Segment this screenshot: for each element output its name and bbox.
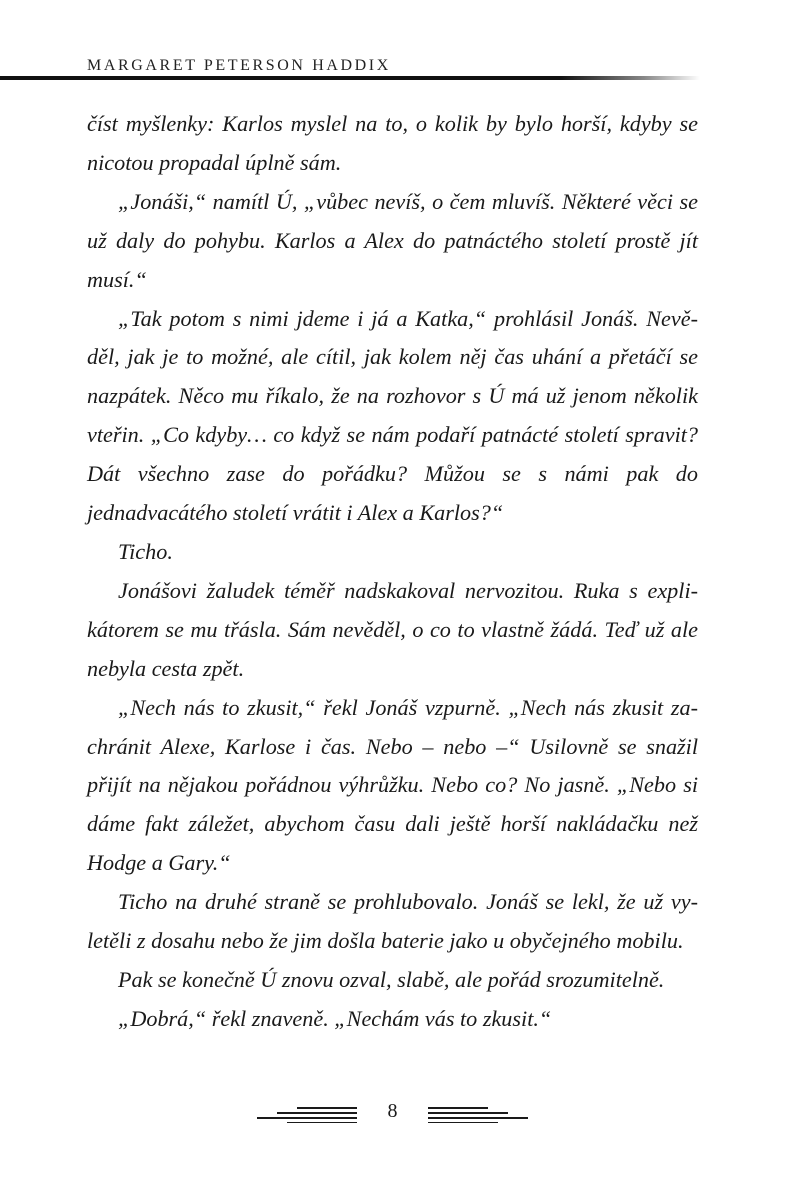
- page-footer: [0, 1095, 785, 1135]
- paragraph: Pak se konečně Ú znovu ozval, slabě, ale pořád srozumitelně.: [118, 966, 665, 992]
- paragraph: „Nech nás to zkusit,“ řekl Jonáš vzpurně. „Nech nás zkusit zachránit Alexe, Karlose i čas. Nebo – nebo –“ Usilovně se snažil přijít na nějakou pořádnou výhrůžku. Nebo co? No jasně. „Nebo si dáme fakt záležet, abychom času dali ještě horší nakládačku než Hodge a Gary.“: [87, 694, 698, 876]
- paragraph: Jonášovi žaludek téměř nadskakoval nervozitou. Ruka s explikátorem se mu třásla. Sám nevěděl, o co to vlastně žádá. Teď už ale nebyla cesta zpět.: [87, 577, 698, 681]
- header-rule: [0, 76, 700, 80]
- paragraph: „Dobrá,“ řekl znaveně. „Nechám vás to zkusit.“: [118, 1005, 552, 1031]
- paragraph: Ticho.: [118, 538, 173, 564]
- paragraph: „Jonáši,“ namítl Ú, „vůbec nevíš, o čem mluvíš. Některé věci se už daly do pohybu. Karlos a Alex do patnáctého století prostě jít musí.“: [87, 188, 698, 292]
- body-text: [87, 105, 698, 1039]
- running-head-author: MARGARET PETERSON HADDIX: [87, 57, 391, 74]
- paragraph: Ticho na druhé straně se prohlubovalo. Jonáš se lekl, že už vyletěli z dosahu nebo že jim došla baterie jako u obyčejného mobilu.: [87, 889, 698, 954]
- paragraph: číst myšlenky: Karlos myslel na to, o kolik by bylo horší, kdyby se nicotou propadal úplně sám.: [87, 111, 698, 175]
- paragraph: „Tak potom s nimi jdeme i já a Katka,“ prohlásil Jonáš. Nevěděl, jak je to možné, ale cítil, jak kolem něj čas uhání a přetáčí se nazpátek. Něco mu říkalo, že na rozhovor s Ú má už jenom několik vteřin. „Co kdyby… co když se nám podaří patnácté století spravit? Dát všechno zase do pořádku? Můžou se s námi pak do jednadvacátého století vrátit i Alex a Karlos?“: [87, 305, 698, 526]
- footer-ornament-right: [428, 1107, 528, 1123]
- page-number: 8: [387, 1100, 398, 1122]
- footer-ornament-left: [257, 1107, 357, 1123]
